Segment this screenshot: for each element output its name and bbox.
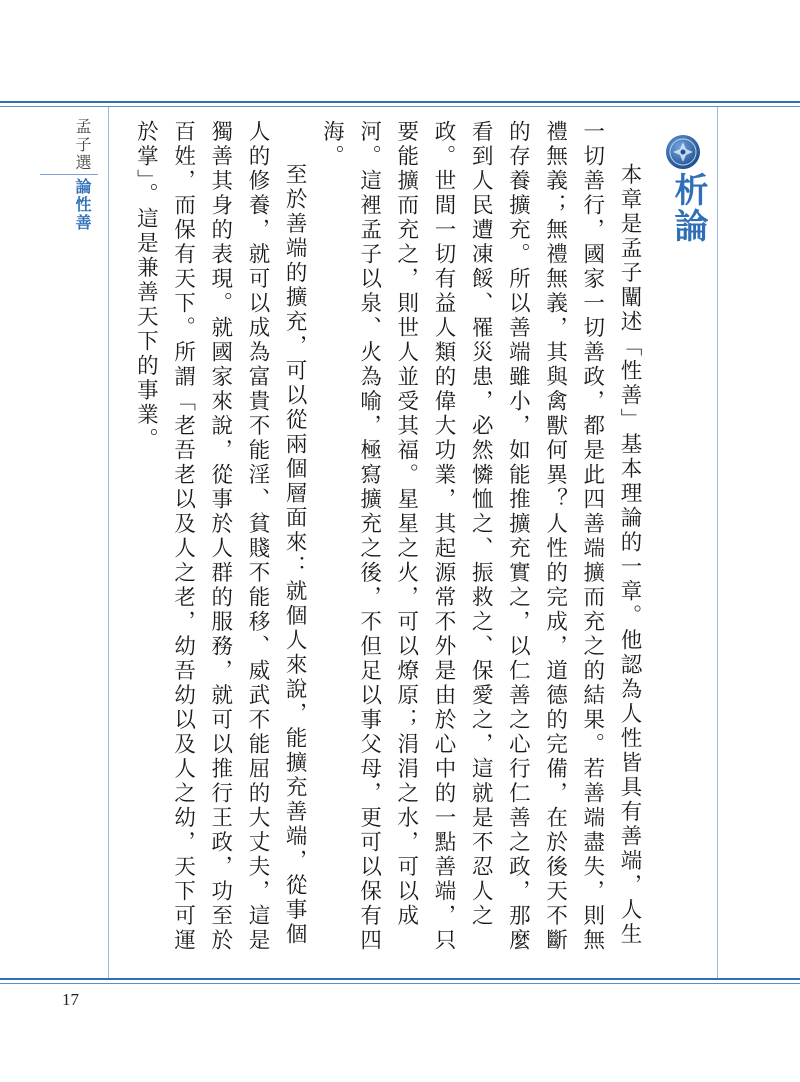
book-title: 孟子選 [73,118,92,172]
bottom-border-rule [0,978,800,980]
top-border-rule-thin [0,106,800,107]
paragraph-1: 本章是孟子闡述「性善」基本理論的一章。他認為人性皆具有善端，人生一切善行，國家一切善政，都是此四善端擴而充之的結果。若善端盡失，則無禮無義；無禮無義，其與禽獸何異？人性的完成，道德的完備，在於後天不斷的存養擴充。所以善端雖小，如能推擴充實之，以仁善之心行仁善之政，那麼看到人民遭凍餒、罹災患，必然憐恤之、振救之、保愛之，這就是不忍人之政。世間一切有益人類的偉大功業，其起源常不外是由於心中的一點善端，只要能擴而充之，則世人並受其福。星星之火，可以燎原；涓涓之水，可以成河。這裡孟子以泉、火為喻，極寫擴充之後，不但足以事父母，更可以保有四海。 [319,120,642,953]
left-margin-rule [108,107,109,978]
top-border-rule [0,101,800,103]
chapter-title: 論性善 [73,178,92,232]
bottom-border-rule-thin [0,983,800,984]
section-emblem-icon [665,134,701,170]
paragraph-2: 至於善端的擴充，可以從兩個層面來：就個人來說，能擴充善端，從事個人的修養，就可以成為富貴不能淫、貧賤不能移、威武不能屈的大丈夫，這是獨善其身的表現。就國家來說，從事於人群的服務，就可以推行王政，功至於百姓，而保有天下。所謂「老吾老以及人之老，幼吾幼以及人之幼，天下可運於掌」。這是兼善天下的事業。 [133,120,308,953]
section-heading: 析論 [668,172,708,244]
page-number: 17 [62,990,79,1009]
running-header-divider [40,174,98,175]
article-body [126,120,648,966]
right-margin-rule [717,107,718,978]
running-header [40,118,100,378]
paragraph-3 [126,120,127,966]
